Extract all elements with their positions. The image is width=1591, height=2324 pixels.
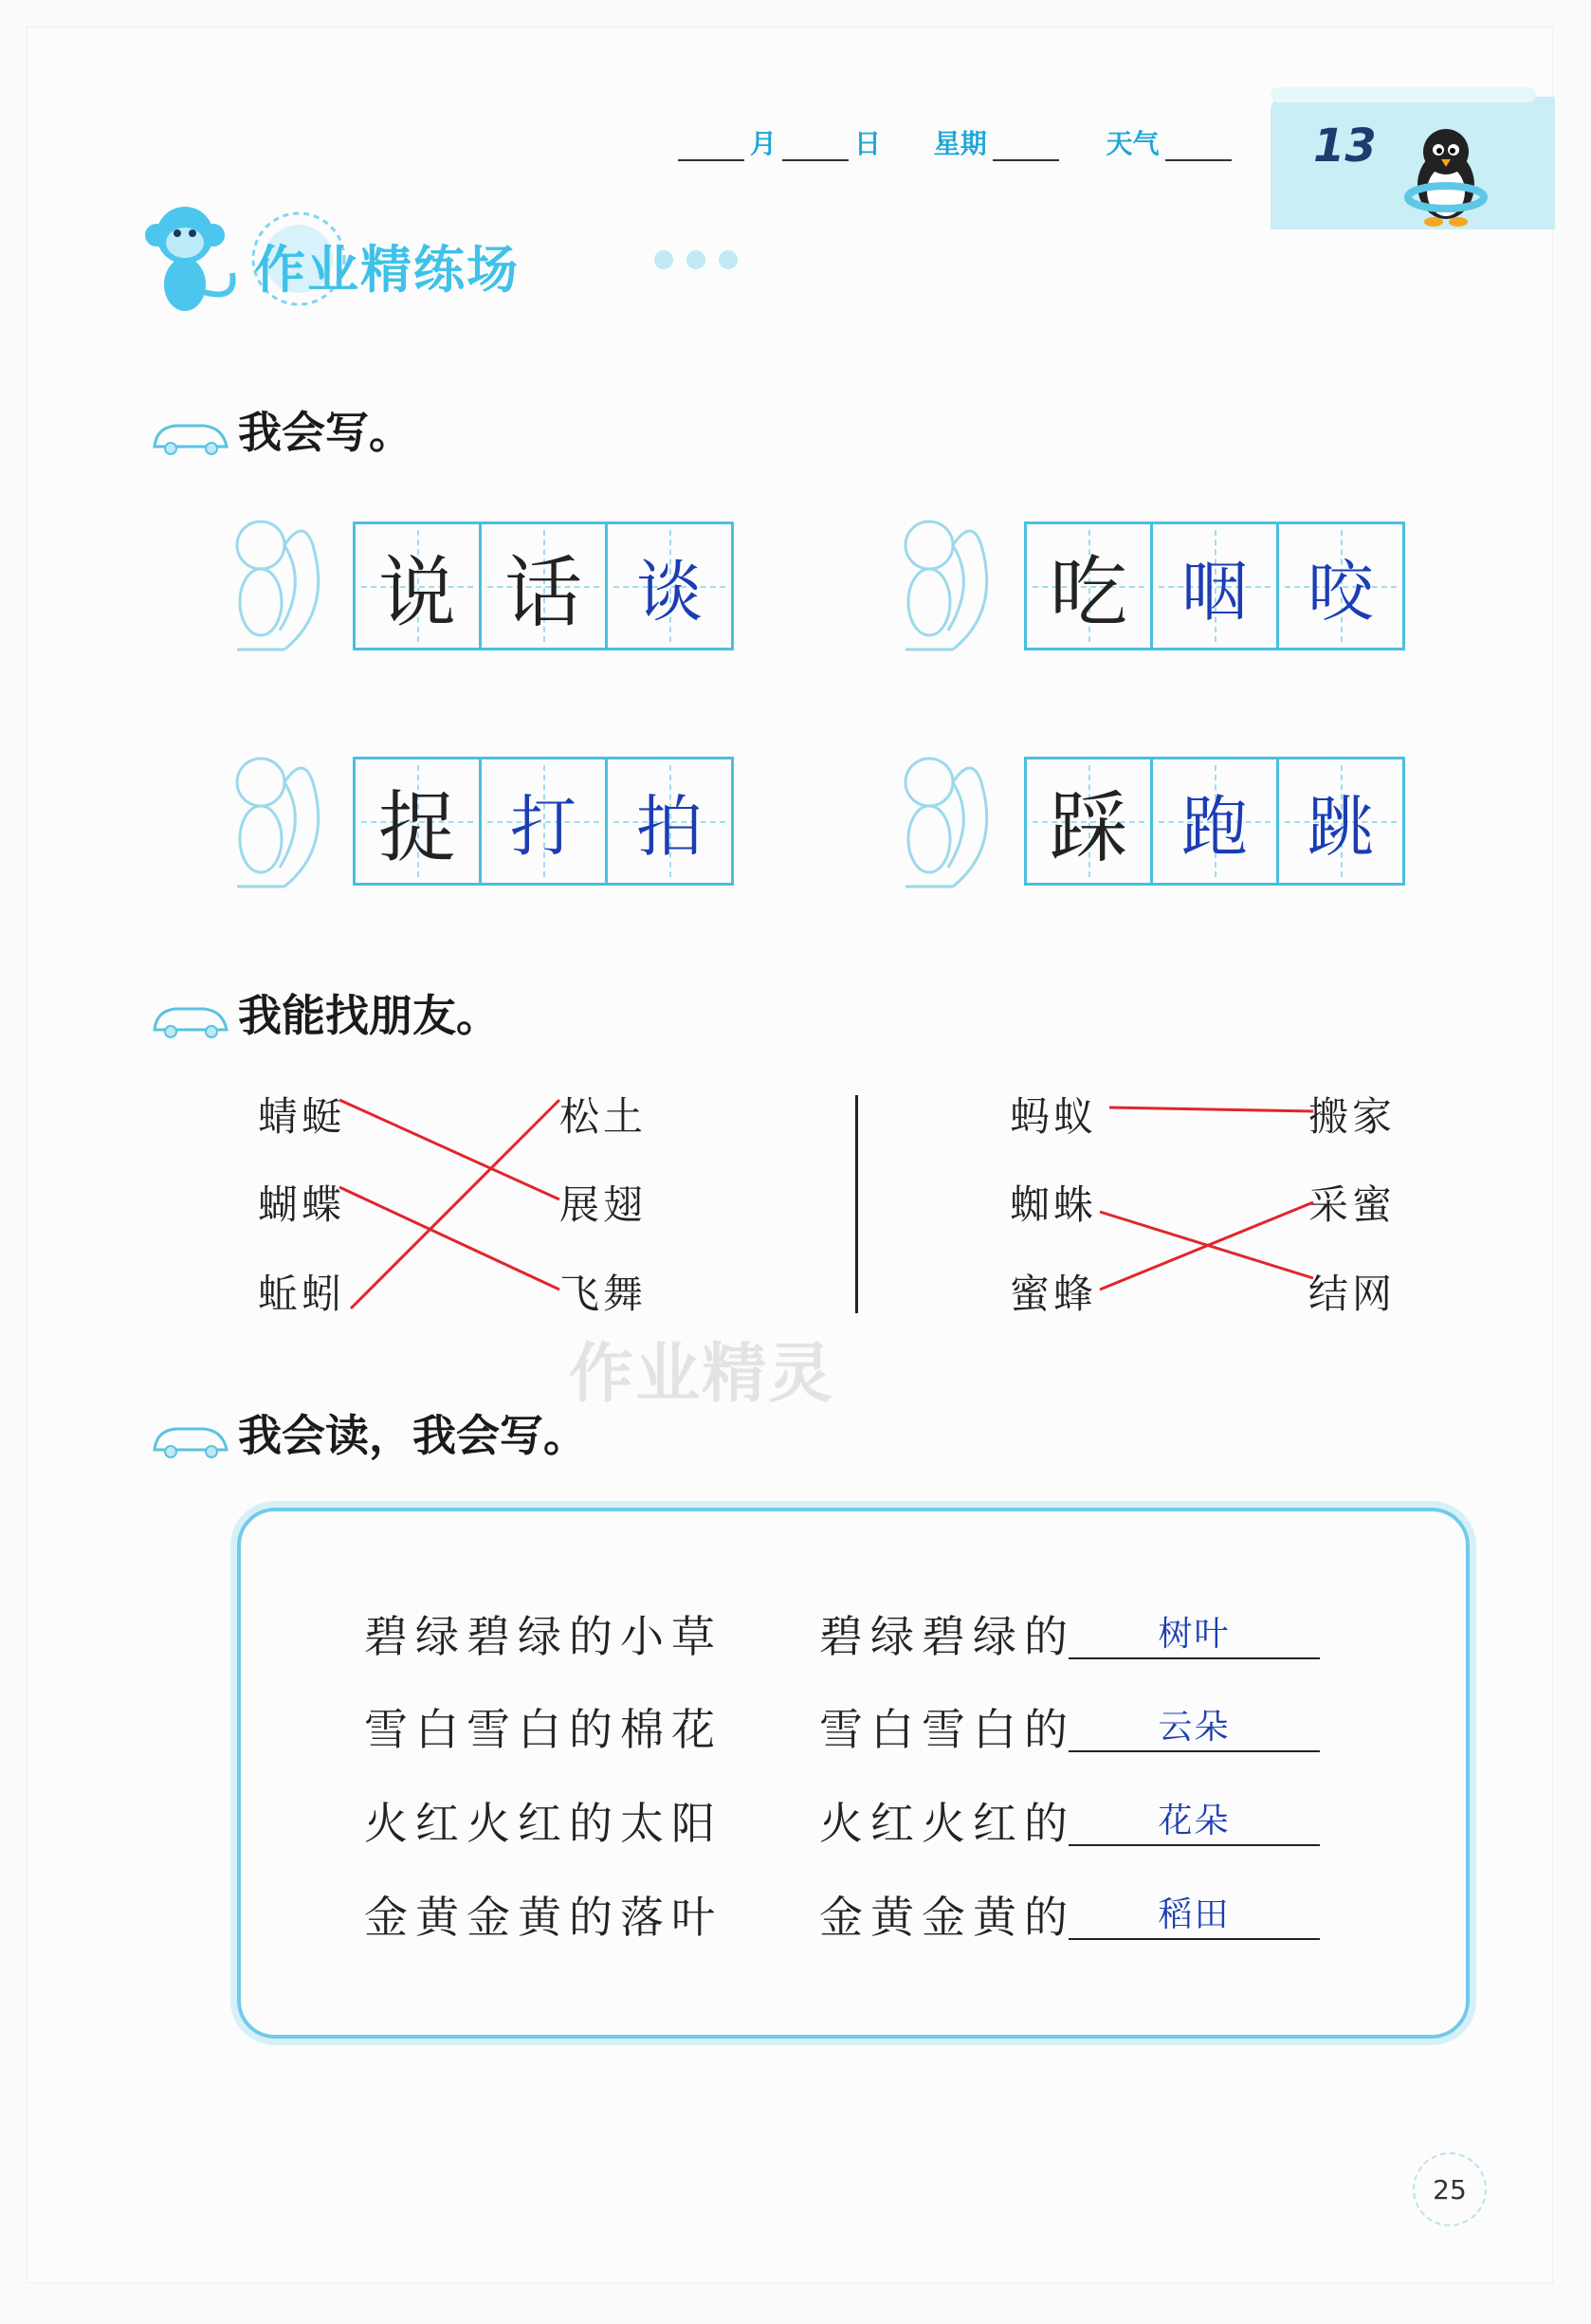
answer-blank[interactable]: 树叶	[1069, 1610, 1320, 1659]
match-line	[351, 1100, 559, 1308]
char-grid-2	[1024, 522, 1405, 650]
match-action[interactable]: 松土	[559, 1093, 648, 1140]
grid-cell-answer[interactable]: 咬	[1279, 524, 1402, 648]
section-heading-text: 我会写。	[238, 407, 412, 458]
grid-cell-answer[interactable]: 谈	[608, 524, 731, 648]
match-line	[339, 1187, 559, 1290]
watermark: 作业精灵	[569, 1337, 835, 1412]
grid-cell: 吃	[1027, 524, 1153, 648]
example-phrase: 火红火红的太阳	[364, 1798, 722, 1849]
match-animal[interactable]: 蚂蚁	[1010, 1093, 1098, 1140]
answer-blank[interactable]: 花朵	[1069, 1797, 1320, 1846]
weekday-label: 星期	[933, 128, 987, 159]
prompt-phrase: 雪白雪白的	[819, 1704, 1075, 1755]
match-action[interactable]: 飞舞	[559, 1271, 648, 1317]
match-line	[1100, 1202, 1313, 1290]
month-label: 月	[750, 128, 777, 159]
lesson-number: 13	[1313, 119, 1377, 173]
prompt-phrase: 金黄金黄的	[819, 1892, 1075, 1943]
grid-cell: 捉	[356, 759, 482, 883]
match-action[interactable]: 搬家	[1308, 1093, 1397, 1140]
car-icon	[147, 1419, 232, 1459]
section-heading-text: 我会读，我会写。	[238, 1410, 587, 1461]
match-action[interactable]: 展翅	[559, 1181, 648, 1228]
grid-cell-answer[interactable]: 跳	[1279, 759, 1402, 883]
grid-cell-answer[interactable]: 拍	[608, 759, 731, 883]
grid-cell-answer[interactable]: 咽	[1153, 524, 1279, 648]
example-phrase: 碧绿碧绿的小草	[364, 1611, 722, 1662]
section-heading-read-write	[147, 1401, 587, 1464]
match-animal[interactable]: 蜘蛛	[1010, 1181, 1098, 1228]
reading-box	[237, 1508, 1470, 2039]
weather-label: 天气	[1106, 128, 1160, 159]
section-heading-text: 我能找朋友。	[238, 990, 500, 1041]
match-action[interactable]: 采蜜	[1308, 1181, 1397, 1228]
grid-cell-answer[interactable]: 跑	[1153, 759, 1279, 883]
char-grid-3	[353, 757, 734, 886]
char-grid-4	[1024, 757, 1405, 886]
match-animal[interactable]: 蚯蚓	[258, 1271, 346, 1317]
prompt-phrase: 碧绿碧绿的	[819, 1611, 1075, 1662]
match-animal[interactable]: 蜜蜂	[1010, 1271, 1098, 1317]
example-phrase: 雪白雪白的棉花	[364, 1704, 722, 1755]
char-grid-1	[353, 522, 734, 650]
example-phrase: 金黄金黄的落叶	[364, 1892, 722, 1943]
match-animal[interactable]: 蝴蝶	[258, 1181, 346, 1228]
match-action[interactable]: 结网	[1308, 1271, 1397, 1317]
match-line	[1109, 1107, 1313, 1111]
grid-cell: 话	[482, 524, 608, 648]
match-animal[interactable]: 蜻蜓	[258, 1093, 346, 1140]
match-line	[339, 1100, 559, 1199]
grid-cell: 踩	[1027, 759, 1153, 883]
answer-blank[interactable]: 稻田	[1069, 1891, 1320, 1940]
grid-cell-answer[interactable]: 打	[482, 759, 608, 883]
answer-blank[interactable]: 云朵	[1069, 1703, 1320, 1752]
grid-cell: 说	[356, 524, 482, 648]
page-number: 25	[1413, 2152, 1487, 2226]
day-label: 日	[854, 128, 882, 159]
prompt-phrase: 火红火红的	[819, 1798, 1075, 1849]
banner-title: 作业精练场	[254, 240, 520, 300]
